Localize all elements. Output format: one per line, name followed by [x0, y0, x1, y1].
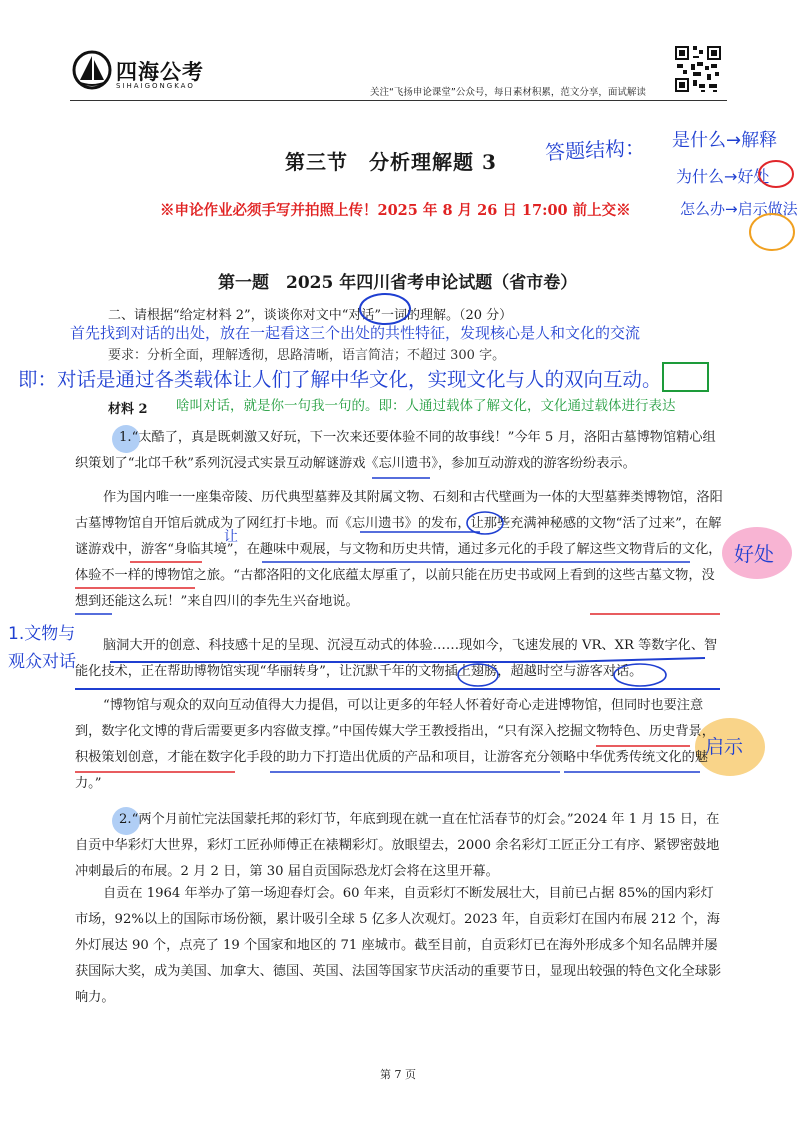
header-note: 关注“飞扬申论课堂”公众号，每日素材积累，范文分享，面试解读: [370, 87, 646, 98]
header-divider: [70, 100, 727, 101]
handwritten-side-note: 1.文物与观众对话: [8, 624, 76, 672]
logo-text: 四海公考: [116, 60, 204, 84]
paragraph: 2.“两个月前忙完法国蒙托邦的彩灯节，年底到现在就一直在忙活春节的灯会。”2024 年 1 月 15 日，在自贡中华彩灯大世界，彩灯工匠孙师傅正在裱糊彩灯。放眼望去，2000 余名彩灯工匠正分工有序、紧锣密鼓地冲刺最后的布展。2 月 2 日，第 30 届自贡国际恐龙灯会将在这里开幕。: [75, 812, 720, 879]
sailboat-logo-icon: [72, 50, 112, 90]
section-title: 第三节 分析理解题 3: [285, 150, 497, 174]
handwritten-note-3: 啥叫对话，就是你一句我一句的。即：人通过载体了解文化，文化通过载体进行表达: [176, 398, 676, 414]
paragraph: 1.“太酷了，真是既刺激又好玩，下一次来还要体验不同的故事线！”今年 5 月，洛阳古墓博物馆精心组织策划了“北邙千秋”系列沉浸式实景互动解谜游戏《忘川遗书》，参加互动游戏的游客纷纷表示。: [75, 430, 716, 471]
paragraph: 自贡在 1964 年举办了第一场迎春灯会。60 年来，自贡彩灯不断发展壮大，目前已占据 85%的国内彩灯市场，92%以上的国际市场份额，累计吸引全球 5 亿多人次观灯。2023 年，自贡彩灯在国内布展 212 个，海外灯展达 90 个，点亮了 19 个国家和地区的 71 座城市。截至目前，自贡彩灯已在海外形成多个知名品牌并屡获国际大奖，成为美国、加拿大、德国、英国、法国等国家节庆活动的重要节日，显现出较强的特色文化全球影响力。: [75, 886, 722, 1005]
handwritten-note-1: 首先找到对话的出处，放在一起看这三个出处的共性特征，发现核心是人和文化的交流: [70, 324, 641, 342]
page-number: 第 7 页: [380, 1068, 416, 1081]
handwritten-structure-title: 答题结构：: [544, 135, 646, 165]
handwritten-why: 为什么→好处: [676, 167, 770, 186]
qr-code-icon: [673, 44, 723, 94]
box-shuangxiang: [663, 363, 708, 391]
handwritten-rang: 让: [224, 529, 238, 545]
handwritten-what: 是什么→解释: [672, 130, 778, 151]
paragraph: “博物馆与观众的双向互动值得大力提倡，可以让更多的年轻人怀着好奇心走进博物馆，但同时也要注意到，数字化文博的背后需要更多内容做支撑。”中国传媒大学王教授指出，“只有深入挖掘文物特色、历史背景，积极策划创意，才能在数字化手段的助力下打造出优质的产品和项目，让游客充分领略中华优秀传统文化的魅力。”: [75, 698, 715, 791]
submission-notice: ※申论作业必须手写并拍照上传！2025 年 8 月 26 日 17:00 前上交※: [160, 202, 631, 219]
page-header: [0, 0, 800, 100]
handwritten-benefit: 好处: [734, 542, 774, 566]
handwritten-note-2: 即：对话是通过各类载体让人们了解中华文化，实现文化与人的双向互动。: [18, 368, 662, 391]
paragraph: 作为国内唯一一座集帝陵、历代典型墓葬及其附属文物、石刻和古代壁画为一体的大型墓葬类博物馆，洛阳古墓博物馆自开馆后就成为了网红打卡地。而《忘川遗书》的发布，让那些充满神秘感的文物“活了过来”，在解谜游戏中，游客“身临其境”，在趣味中观展，与文物和历史共情，通过多元化的手段了解这些文物背后的文化，体验不一样的博物馆之旅。“古都洛阳的文化底蕴太厚重了，以前只能在历史书或网上看到的这些古墓文物，没想到还能这么玩！”来自四川的李先生兴奋地说。: [75, 490, 723, 609]
paragraph: 脑洞大开的创意、科技感十足的呈现、沉浸互动式的体验……现如今，飞速发展的 VR、XR 等数字化、智能化技术，正在帮助博物馆实现“华丽转身”，让沉默千年的文物插上翅膀，超越时空与游客对话。: [75, 638, 718, 679]
material-label: 材料 2: [108, 402, 148, 417]
question-requirement: 要求：分析全面，理解透彻，思路清晰，语言简洁；不超过 300 字。: [108, 348, 506, 363]
logo-subtitle: SIHAIGONGKAO: [116, 82, 195, 90]
question-text: 二、请根据“给定材料 2”，谈谈你对文中“对话”一词的理解。（20 分）: [108, 308, 513, 323]
question-title: 第一题 2025 年四川省考申论试题（省市卷）: [218, 273, 578, 293]
handwritten-insight: 启示: [705, 736, 744, 758]
handwritten-how: 怎么办→启示做法: [680, 200, 798, 218]
